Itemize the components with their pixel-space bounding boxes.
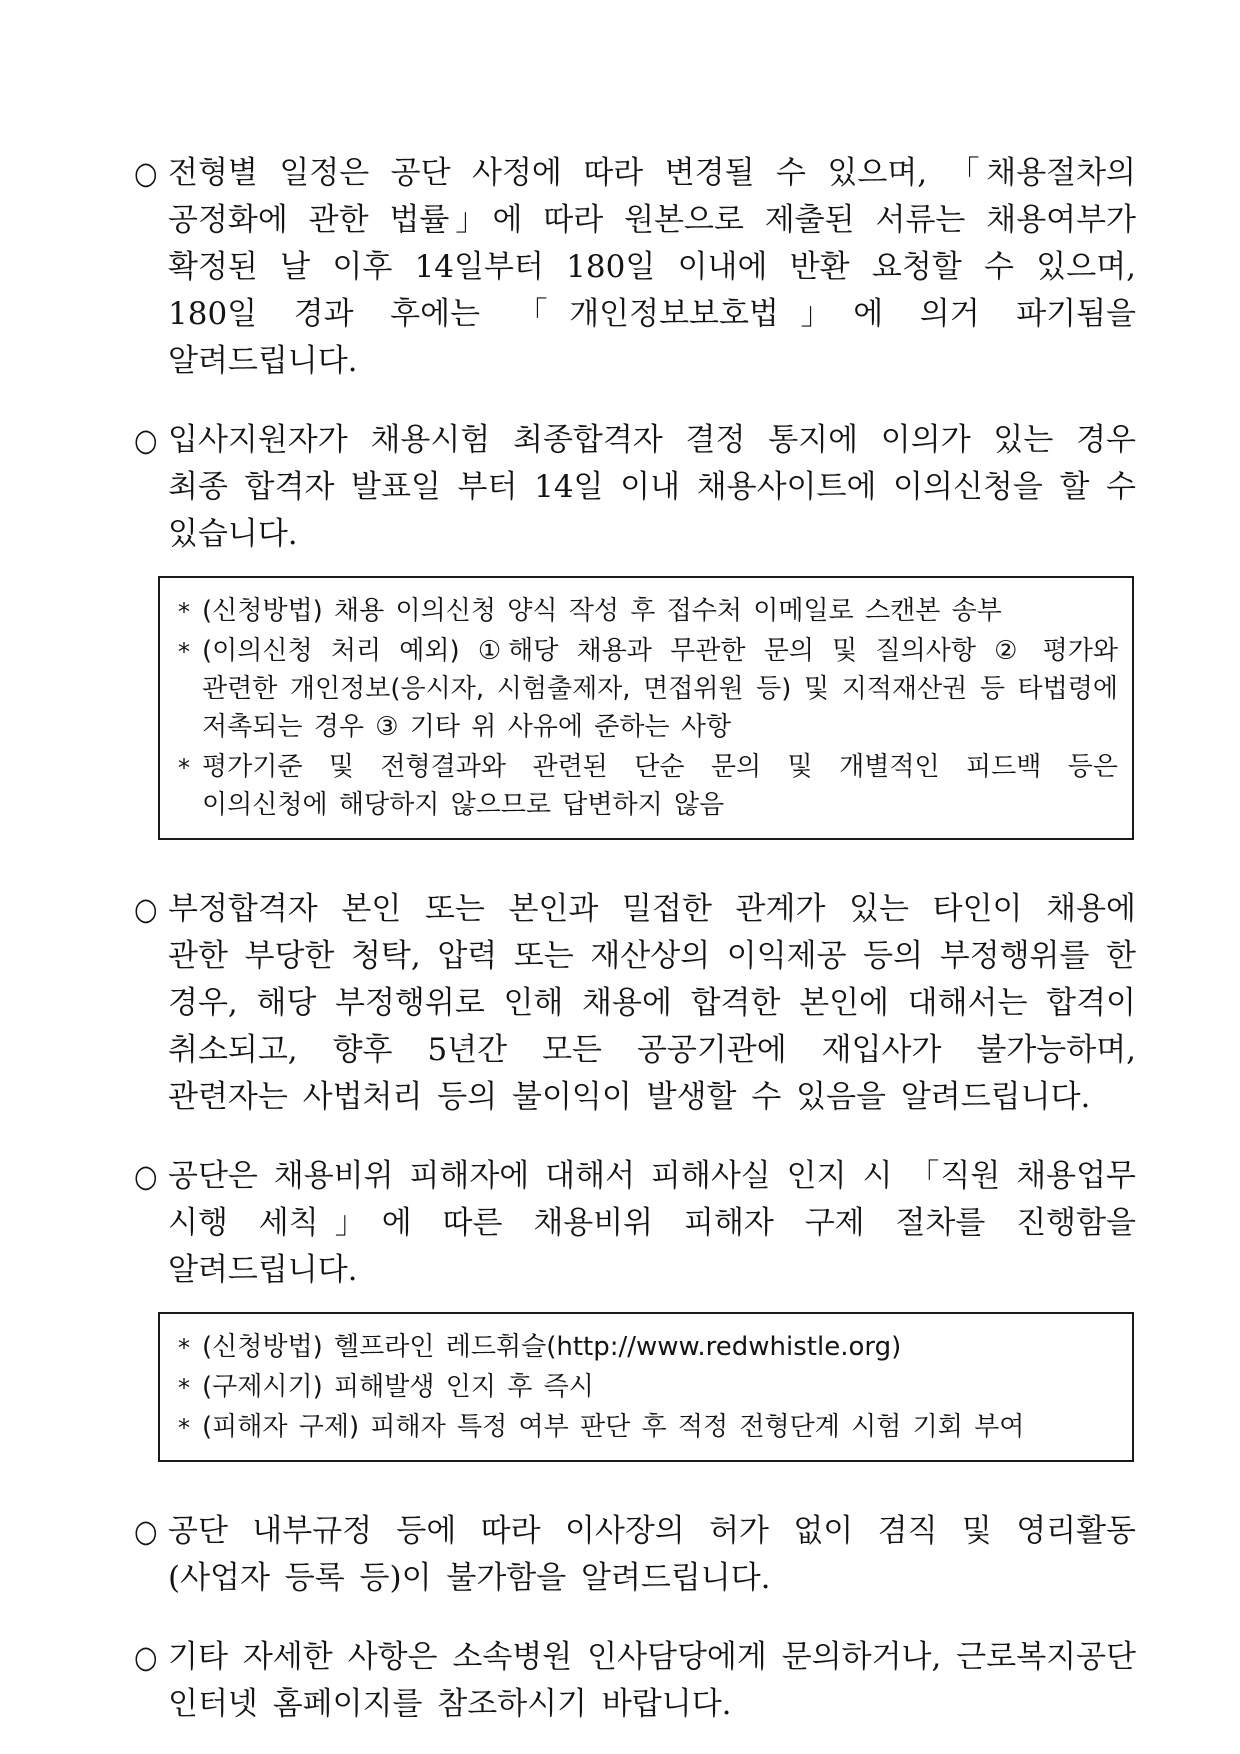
asterisk-icon: * — [178, 1414, 190, 1442]
asterisk-icon: * — [178, 1334, 190, 1362]
asterisk-icon: * — [178, 598, 190, 626]
note-box-objection-details — [158, 576, 1134, 840]
circle-bullet-icon: ○ — [134, 155, 158, 192]
note-item-text: (구제시기) 피해발생 인지 후 즉시 — [202, 1372, 594, 1402]
paragraph-text: 부정합격자 본인 또는 본인과 밀접한 관계가 있는 타인이 채용에 관한 부당한 청탁, 압력 또는 재산상의 이익제공 등의 부정행위를 한 경우, 해당 부정행위로 인해 채용에 합격한 본인에 대해서는 합격이 취소되고, 향후 5년간 모든 공공기관에 재입사가 불가능하며, 관련자는 사법처리 등의 불이익이 발생할 수 있음을 알려드립니다. — [168, 891, 1136, 1115]
note-item-relief-method — [170, 1408, 1118, 1446]
circle-bullet-icon: ○ — [134, 422, 158, 459]
note-item-text: (이의신청 처리 예외) ①해당 채용과 무관한 문의 및 질의사항 ② 평가와 관련한 개인정보(응시자, 시험출제자, 면접위원 등) 및 지적재산권 등 타법령에 저촉되는 경우 ③ 기타 위 사유에 준하는 사항 — [202, 636, 1118, 742]
paragraph-text: 전형별 일정은 공단 사정에 따라 변경될 수 있으며, 「채용절차의 공정화에 관한 법률」에 따라 원본으로 제출된 서류는 채용여부가 확정된 날 이후 14일부터 180일 이내에 반환 요청할 수 있으며, 180일 경과 후에는 「개인정보보호법」에 의거 파기됨을 알려드립니다. — [168, 155, 1136, 379]
bullet-paragraph-contact-info — [134, 1634, 1136, 1728]
bullet-paragraph-schedule-change — [134, 150, 1136, 385]
paragraph-text: 기타 자세한 사항은 소속병원 인사담당에게 문의하거나, 근로복지공단 인터넷 홈페이지를 참조하시기 바랍니다. — [168, 1639, 1136, 1722]
bullet-paragraph-victim-relief — [134, 1153, 1136, 1294]
bullet-paragraph-objection — [134, 417, 1136, 558]
note-item-relief-timing — [170, 1368, 1118, 1406]
asterisk-icon: * — [178, 1374, 190, 1402]
circle-bullet-icon: ○ — [134, 1158, 158, 1195]
asterisk-icon: * — [178, 638, 190, 666]
paragraph-text: 공단은 채용비위 피해자에 대해서 피해사실 인지 시 「직원 채용업무 시행 세칙」에 따른 채용비위 피해자 구제 절차를 진행함을 알려드립니다. — [168, 1158, 1136, 1288]
note-item-apply-method — [170, 592, 1118, 630]
circle-bullet-icon: ○ — [134, 1513, 158, 1550]
circle-bullet-icon: ○ — [134, 891, 158, 928]
bullet-paragraph-fraud-penalty — [134, 886, 1136, 1121]
note-item-text: (신청방법) 채용 이의신청 양식 작성 후 접수처 이메일로 스캔본 송부 — [202, 596, 1002, 626]
note-item-no-reply — [170, 748, 1118, 824]
note-box-victim-relief-details — [158, 1312, 1134, 1462]
note-item-exceptions — [170, 632, 1118, 746]
note-item-text: (신청방법) 헬프라인 레드휘슬(http://www.redwhistle.org) — [202, 1332, 902, 1362]
bullet-paragraph-side-job — [134, 1508, 1136, 1602]
paragraph-text: 입사지원자가 채용시험 최종합격자 결정 통지에 이의가 있는 경우 최종 합격자 발표일 부터 14일 이내 채용사이트에 이의신청을 할 수 있습니다. — [168, 422, 1136, 552]
note-item-text: 평가기준 및 전형결과와 관련된 단순 문의 및 개별적인 피드백 등은 이의신청에 해당하지 않으므로 답변하지 않음 — [202, 752, 1118, 820]
circle-bullet-icon: ○ — [134, 1639, 158, 1676]
asterisk-icon: * — [178, 754, 190, 782]
note-item-text: (피해자 구제) 피해자 특정 여부 판단 후 적정 전형단계 시험 기회 부여 — [202, 1412, 1025, 1442]
paragraph-text: 공단 내부규정 등에 따라 이사장의 허가 없이 겸직 및 영리활동(사업자 등록 등)이 불가함을 알려드립니다. — [168, 1513, 1136, 1596]
note-item-helpline — [170, 1328, 1118, 1366]
